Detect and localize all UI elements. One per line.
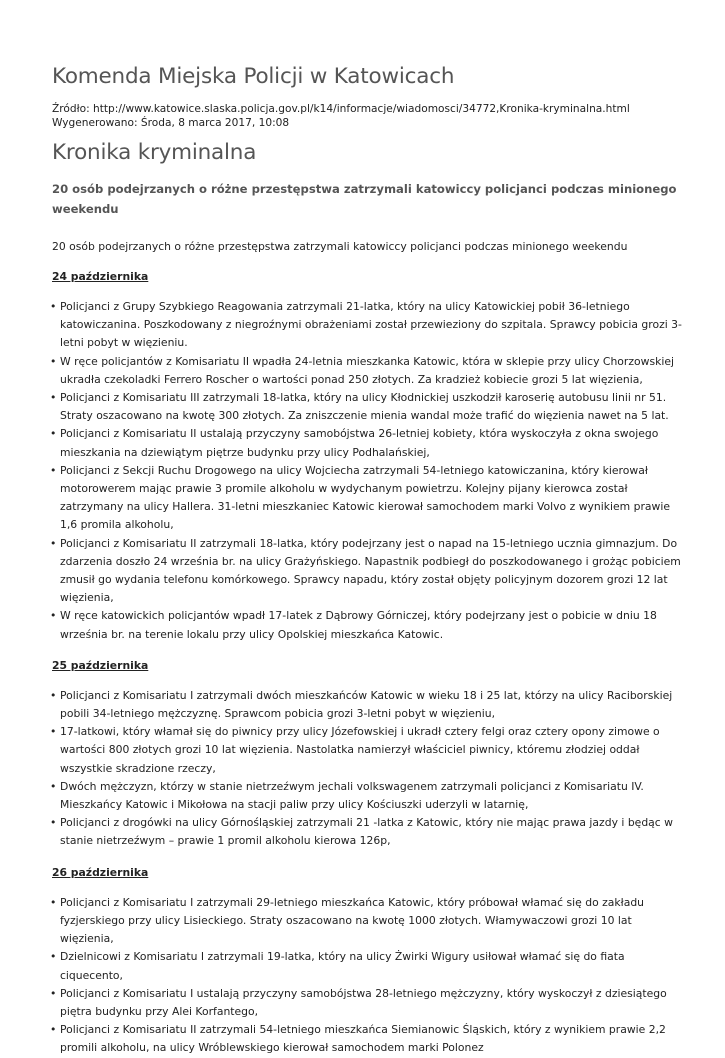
list-item: • Policjanci z Komisariatu II ustalają przyczyny samobójstwa 26-letniej kobiety, która wyskoczyła z okna swojego mieszkania na dziewiątym piętrze budynku przy ulicy Podhalańskiej, bbox=[52, 425, 682, 461]
source-line: Źródło: http://www.katowice.slaska.policja.gov.pl/k14/informacje/wiadomosci/34772,Kronika-kryminalna.html bbox=[52, 103, 630, 115]
list-item: • Dwóch mężczyzn, którzy w stanie nietrzeźwym jechali volkswagenem zatrzymali policjanci z Komisariatu IV. Mieszkańcy Katowic i Mikołowa na stacji paliw przy ulicy Kościuszki uderzyli w latarnię, bbox=[52, 778, 682, 814]
article-intro: 20 osób podejrzanych o różne przestępstwa zatrzymali katowiccy policjanci podczas minionego weekendu bbox=[52, 240, 628, 253]
list-item: • Policjanci z drogówki na ulicy Górnośląskiej zatrzymali 21 -latka z Katowic, który nie mając prawa jazdy i będąc w stanie nietrzeźwym – prawie 1 promil alkoholu kierowa 126p, bbox=[52, 814, 682, 850]
section-list-25 bbox=[52, 687, 682, 851]
article-title: Kronika kryminalna bbox=[52, 140, 257, 165]
list-item: • Policjanci z Komisariatu I zatrzymali dwóch mieszkańców Katowic w wieku 18 i 25 lat, którzy na ulicy Raciborskiej pobili 34-letniego mężczyznę. Sprawcom pobicia grozi 3-letni pobyt w więzieniu, bbox=[52, 687, 682, 723]
generated-line: Wygenerowano: Środa, 8 marca 2017, 10:08 bbox=[52, 117, 290, 129]
section-list-26 bbox=[52, 894, 682, 1058]
list-item: • Policjanci z Komisariatu I ustalają przyczyny samobójstwa 28-letniego mężczyzny, który wyskoczył z dziesiątego piętra budynku przy Alei Korfantego, bbox=[52, 985, 682, 1021]
list-item: • Dzielnicowi z Komisariatu I zatrzymali 19-latka, który na ulicy Żwirki Wigury usiłował włamać się do fiata ciquecento, bbox=[52, 948, 682, 984]
document-meta bbox=[52, 102, 682, 130]
list-item: • 17-latkowi, który włamał się do piwnicy przy ulicy Józefowskiej i ukradł cztery felgi oraz cztery opony zimowe o wartości 800 złotych grozi 10 lat więzienia. Nastolatka namierzył właściciel piwnicy, któremu złodziej oddał wszystkie skradzione rzeczy, bbox=[52, 723, 682, 778]
section-date-26: 26 października bbox=[52, 865, 149, 879]
list-item: • Policjanci z Komisariatu I zatrzymali 29-letniego mieszkańca Katowic, który próbował włamać się do zakładu fyzjerskiego przy ulicy Lisieckiego. Straty oszacowano na kwotę 1000 złotych. Włamywaczowi grozi 10 lat więzienia, bbox=[52, 894, 682, 949]
section-list-24 bbox=[52, 298, 682, 644]
list-item: • Policjanci z Grupy Szybkiego Reagowania zatrzymali 21-latka, który na ulicy Katowickiej pobił 36-letniego katowiczanina. Poszkodowany z niegroźnymi obrażeniami został przewieziony do szpitala. Sprawcy pobicia grozi 3-letni pobyt w więzieniu. bbox=[52, 298, 682, 353]
list-item: • Policjanci z Komisariatu III zatrzymali 18-latka, który na ulicy Kłodnickiej uszkodził karoserię autobusu linii nr 51. Straty oszacowano na kwotę 300 złotych. Za zniszczenie mienia wandal może trafić do więzienia nawet na 5 lat. bbox=[52, 389, 682, 425]
site-title: Komenda Miejska Policji w Katowicach bbox=[52, 64, 455, 89]
list-item: • W ręce policjantów z Komisariatu II wpadła 24-letnia mieszkanka Katowic, która w sklepie przy ulicy Chorzowskiej ukradła czekoladki Ferrero Roscher o wartości ponad 250 złotych. Za kradzież kobiecie grozi 5 lat więzienia, bbox=[52, 353, 682, 389]
article-lead: 20 osób podejrzanych o różne przestępstwa zatrzymali katowiccy policjanci podczas minionego weekendu bbox=[52, 182, 677, 216]
list-item: • W ręce katowickich policjantów wpadł 17-latek z Dąbrowy Górniczej, który podejrzany jest o pobicie w dniu 18 września br. na terenie lokalu przy ulicy Opolskiej mieszkańca Katowic. bbox=[52, 607, 682, 643]
list-item: • Policjanci z Komisariatu II zatrzymali 18-latka, który podejrzany jest o napad na 15-letniego ucznia gimnazjum. Do zdarzenia doszło 24 września br. na ulicy Grażyńskiego. Napastnik podbiegł do poszkodowanego i grożąc pobiciem zmusił go wydania telefonu komórkowego. Sprawcy napadu, który został objęty policyjnym dozorem grozi 12 lat więzienia, bbox=[52, 535, 682, 608]
section-date-24: 24 października bbox=[52, 270, 149, 283]
list-item: • Policjanci z Sekcji Ruchu Drogowego na ulicy Wojciecha zatrzymali 54-letniego katowiczanina, który kierował motorowerem mając prawie 3 promile alkoholu w wydychanym powietrzu. Kolejny pijany kierowca został zatrzymany na ulicy Hallera. 31-letni mieszkaniec Katowic kierował samochodem marki Volvo z wynikiem prawie 1,6 promila alkoholu, bbox=[52, 462, 682, 535]
document-page bbox=[52, 62, 682, 1058]
list-item: • Policjanci z Komisariatu II zatrzymali 54-letniego mieszkańca Siemianowic Śląskich, który z wynikiem prawie 2,2 promili alkoholu, na ulicy Wróblewskiego kierował samochodem marki Polonez bbox=[52, 1021, 682, 1057]
section-date-25: 25 października bbox=[52, 658, 149, 672]
